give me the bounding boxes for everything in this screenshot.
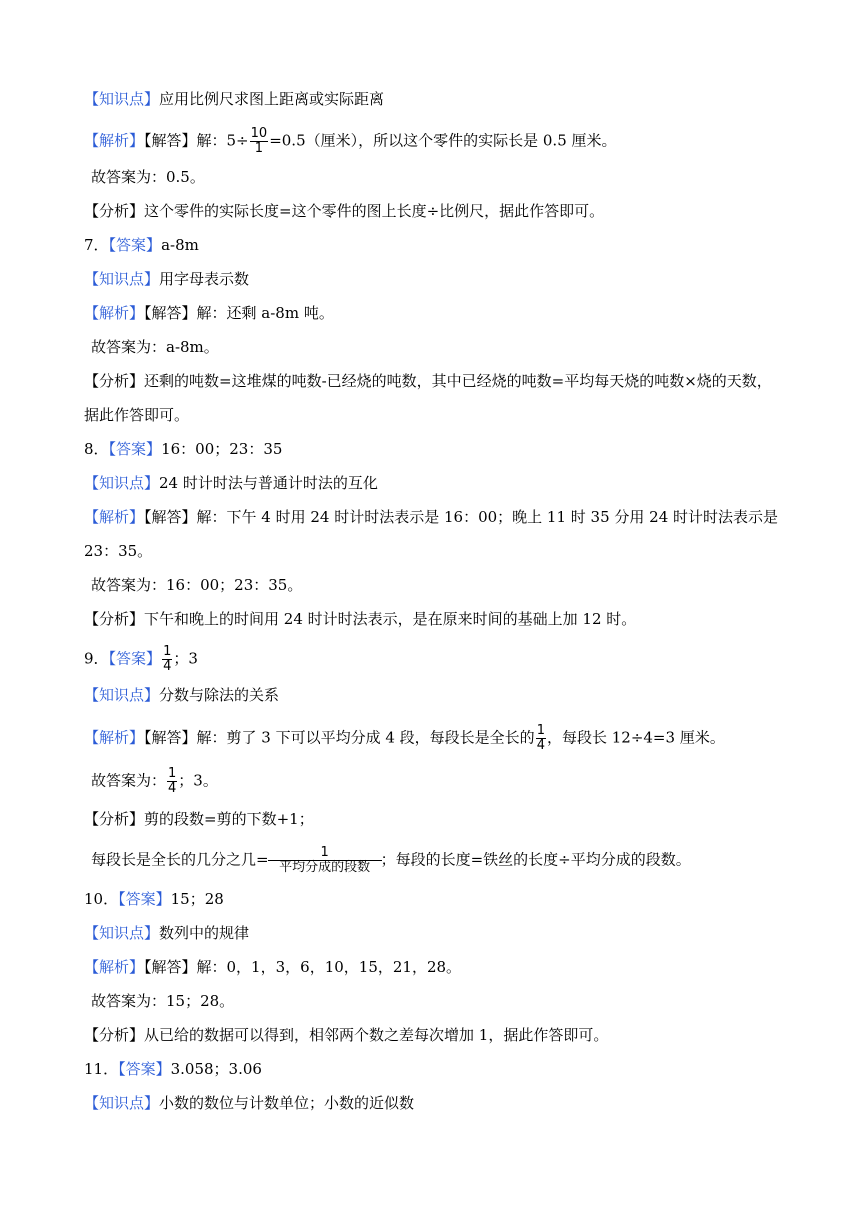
knowledge-tag: 【知识点】 — [84, 924, 160, 942]
knowledge-tag: 【知识点】 — [84, 1094, 160, 1112]
analysis-text: 【解答】解：5÷ — [144, 131, 249, 150]
q7-answer-line: 故答案为：a-8m。 — [91, 338, 219, 356]
analysis-text: 【解答】解：下午 4 时用 24 时计时法表示是 16：00；晚上 11 时 35 分用 24 时计时法表示是 — [144, 508, 779, 526]
q9-explanation — [84, 808, 786, 830]
q6-knowledge-point — [84, 88, 786, 110]
answer-tag: 【答案】 — [108, 236, 162, 254]
analysis-tag: 【解析】 — [84, 304, 145, 322]
fraction-denominator: 4 — [168, 781, 177, 796]
answer-tag: 【答案】 — [118, 890, 171, 908]
explanation-tag: 【分析】 — [84, 1026, 145, 1044]
fraction-numerator: 1 — [168, 766, 177, 781]
answer-tag: 【答案】 — [118, 1060, 171, 1078]
q7-analysis — [84, 302, 786, 324]
fraction-numerator: 1 — [163, 644, 172, 659]
explanation-text: 下午和晚上的时间用 24 时计时法表示，是在原来时间的基础上加 12 时。 — [144, 610, 637, 628]
q10-answer-line: 故答案为：15；28。 — [91, 992, 235, 1010]
analysis-text: 【解答】解：还剩 a-8m 吨。 — [144, 304, 334, 322]
answer-tag: 【答案】 — [108, 440, 162, 458]
q9-knowledge-point — [84, 684, 786, 706]
answer-value: 15；28 — [170, 890, 224, 908]
explanation-text: 这个零件的实际长度=这个零件的图上长度÷比例尺，据此作答即可。 — [144, 202, 605, 220]
knowledge-text: 数列中的规律 — [159, 924, 250, 942]
q7-answer — [84, 234, 786, 256]
analysis-tag: 【解析】 — [84, 958, 145, 976]
analysis-text: ，每段长 12÷4=3 厘米。 — [546, 728, 725, 747]
answer-value: ；3 — [173, 649, 198, 668]
fraction — [270, 846, 380, 875]
fraction-denominator: 1 — [254, 141, 264, 156]
answer-value: a-8m — [161, 236, 199, 254]
analysis-text: =0.5（厘米），所以这个零件的实际长是 0.5 厘米。 — [269, 131, 617, 150]
fraction — [162, 645, 172, 674]
explanation-tag: 【分析】 — [84, 610, 145, 628]
q8-analysis — [84, 506, 786, 528]
knowledge-tag: 【知识点】 — [84, 686, 160, 704]
explanation-text: 剪的段数=剪的下数+1； — [144, 810, 314, 828]
answer-value: 3.058；3.06 — [170, 1060, 262, 1078]
fraction — [536, 724, 546, 753]
question-number: 11． — [84, 1060, 119, 1078]
analysis-tag: 【解析】 — [84, 131, 145, 150]
q9-analysis — [84, 724, 786, 753]
answer-line-text: ；3。 — [178, 771, 218, 790]
question-number: 10． — [84, 890, 119, 908]
knowledge-text: 小数的数位与计数单位；小数的近似数 — [159, 1094, 415, 1112]
explanation-tag: 【分析】 — [84, 202, 145, 220]
q6-explanation — [84, 200, 786, 222]
q6-analysis — [84, 127, 786, 156]
fraction-numerator: 1 — [536, 723, 545, 738]
q6-answer-line: 故答案为：0.5。 — [91, 168, 205, 186]
q8-explanation — [84, 608, 786, 630]
question-number: 9． — [84, 649, 109, 668]
q11-answer — [84, 1058, 786, 1080]
fraction — [167, 767, 177, 796]
q10-explanation — [84, 1024, 786, 1046]
analysis-text: 【解答】解：0，1，3，6，10，15，21，28。 — [144, 958, 462, 976]
explanation-tag: 【分析】 — [84, 810, 145, 828]
q7-explanation-cont: 据此作答即可。 — [84, 406, 190, 424]
analysis-tag: 【解析】 — [84, 728, 145, 747]
q9-answer-line — [91, 767, 786, 796]
explanation-tag: 【分析】 — [84, 372, 145, 390]
fraction-denominator: 4 — [536, 738, 545, 753]
knowledge-tag: 【知识点】 — [84, 90, 160, 108]
q7-knowledge-point — [84, 268, 786, 290]
knowledge-tag: 【知识点】 — [84, 270, 160, 288]
q10-knowledge-point — [84, 922, 786, 944]
fraction — [250, 127, 269, 156]
analysis-tag: 【解析】 — [84, 508, 145, 526]
explanation-text: 每段长是全长的几分之几= — [91, 850, 269, 869]
q10-answer — [84, 888, 786, 910]
explanation-text: ；每段的长度=铁丝的长度÷平均分成的段数。 — [380, 850, 691, 869]
q7-explanation — [84, 370, 786, 392]
answer-value: 16：00；23：35 — [161, 440, 283, 458]
analysis-text: 【解答】解：剪了 3 下可以平均分成 4 段，每段长是全长的 — [144, 728, 535, 747]
knowledge-text: 分数与除法的关系 — [159, 686, 280, 704]
fraction-denominator: 平均分成的段数 — [279, 860, 371, 875]
knowledge-text: 应用比例尺求图上距离或实际距离 — [159, 90, 385, 108]
q11-knowledge-point — [84, 1092, 786, 1114]
fraction-denominator: 4 — [163, 659, 172, 674]
answer-tag: 【答案】 — [108, 649, 162, 668]
q8-answer — [84, 438, 786, 460]
q8-answer-line: 故答案为：16：00；23：35。 — [91, 576, 303, 594]
q10-analysis — [84, 956, 786, 978]
q9-explanation-formula — [91, 846, 786, 875]
knowledge-text: 24 时计时法与普通计时法的互化 — [159, 474, 378, 492]
answer-line-text: 故答案为： — [91, 771, 167, 790]
question-number: 7． — [84, 236, 109, 254]
q8-analysis-cont: 23：35。 — [84, 542, 153, 560]
knowledge-tag: 【知识点】 — [84, 474, 160, 492]
fraction-numerator: 10 — [250, 126, 268, 141]
knowledge-text: 用字母表示数 — [159, 270, 250, 288]
explanation-text: 还剩的吨数=这堆煤的吨数-已经烧的吨数，其中已经烧的吨数=平均每天烧的吨数×烧的天数， — [144, 372, 772, 390]
q9-answer — [84, 645, 786, 674]
question-number: 8． — [84, 440, 109, 458]
q8-knowledge-point — [84, 472, 786, 494]
fraction-numerator: 1 — [268, 846, 382, 861]
explanation-text: 从已给的数据可以得到，相邻两个数之差每次增加 1，据此作答即可。 — [144, 1026, 609, 1044]
